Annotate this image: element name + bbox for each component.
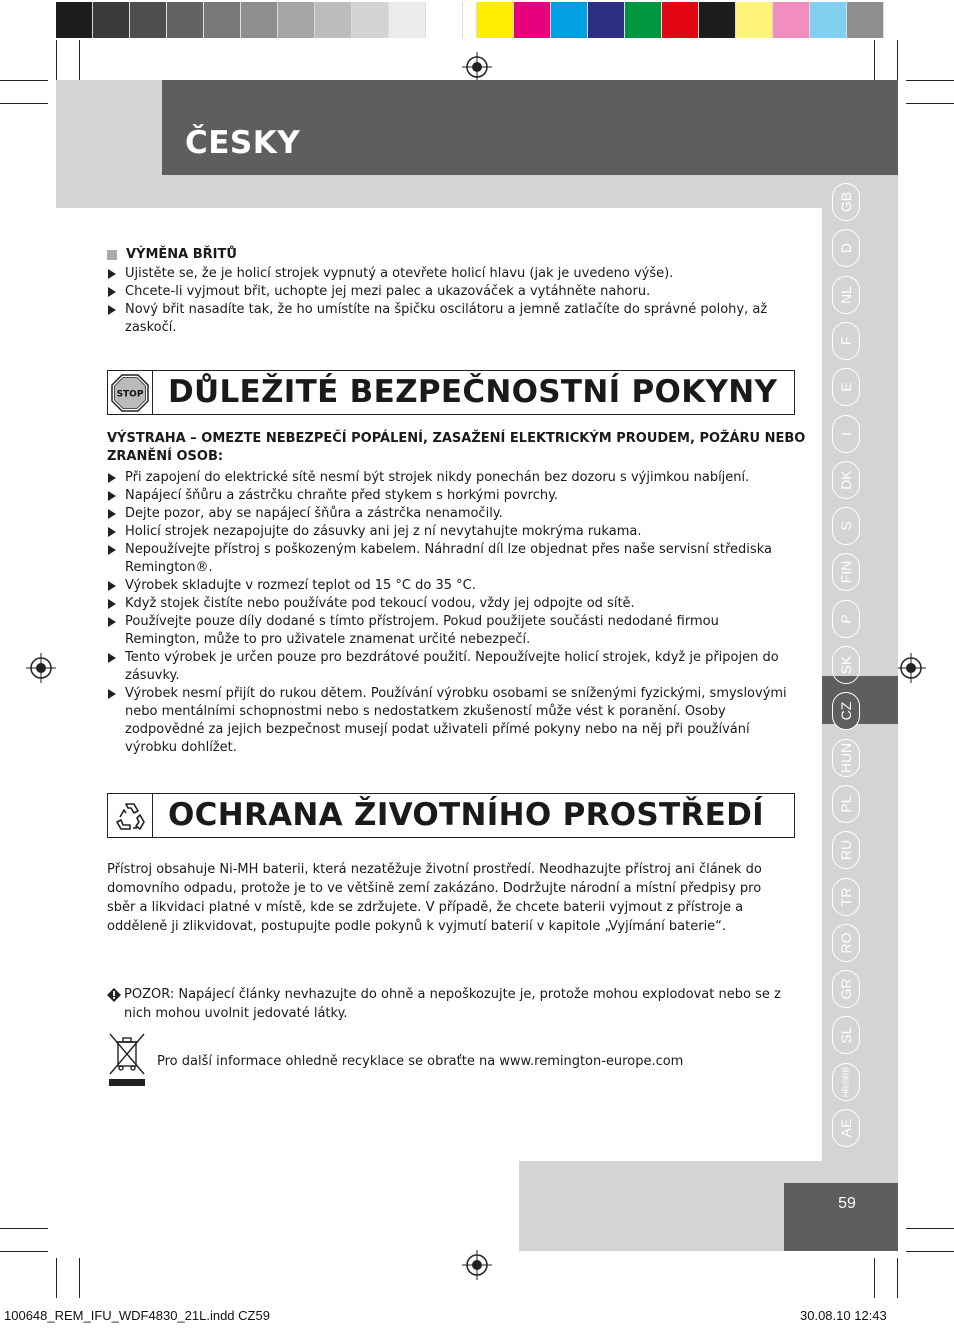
language-tab-s[interactable] — [832, 507, 860, 545]
crop-mark — [0, 1251, 48, 1252]
language-tab-nl[interactable] — [832, 276, 860, 314]
language-tab-label: CZ — [838, 701, 854, 721]
language-tab-i[interactable] — [832, 415, 860, 453]
language-tab-f[interactable] — [832, 322, 860, 360]
safety-list — [107, 469, 797, 757]
stop-icon — [111, 374, 149, 412]
color-swatch — [241, 2, 278, 38]
page-number: 59 — [838, 1195, 856, 1212]
language-tab-hr-srb[interactable] — [832, 1063, 860, 1101]
caution-text: POZOR: Napájecí články nevhazujte do ohně a nepoškozujte je, protože mohou explodovat nebo se z nich mohou uvolnit jedovaté látky. — [124, 987, 781, 1021]
language-tab-label: NL — [838, 285, 854, 304]
language-tab-label: AE — [838, 1118, 854, 1138]
language-tab-gb[interactable] — [832, 183, 860, 221]
list-item: Dejte pozor, aby se napájecí šňůra a zástrčka nenamočily. — [107, 505, 797, 523]
crop-mark — [906, 1251, 954, 1252]
color-swatch — [315, 2, 352, 38]
recycling-info: Pro další informace ohledně recyklace se obraťte na www.remington-europe.com — [157, 1054, 684, 1069]
language-tab-cz[interactable] — [832, 692, 860, 730]
registration-mark-icon — [896, 653, 926, 683]
environment-title: OCHRANA ŽIVOTNÍHO PROSTŘEDÍ — [168, 797, 764, 833]
language-tab-e[interactable] — [832, 368, 860, 406]
environment-section-header — [107, 793, 795, 838]
language-tab-fin[interactable] — [832, 553, 860, 591]
registration-mark-icon — [462, 1250, 492, 1280]
language-tab-ro[interactable] — [832, 924, 860, 962]
print-file-info: 100648_REM_IFU_WDF4830_21L.indd CZ59 — [4, 1308, 270, 1323]
safety-warning: VÝSTRAHA – OMEZTE NEBEZPEČÍ POPÁLENÍ, ZASAŽENÍ ELEKTRICKÝM PROUDEM, POŽÁRU NEBO ZRANĚNÍ OSOB: — [107, 431, 806, 464]
color-swatch — [426, 2, 463, 38]
crop-mark — [0, 1228, 48, 1229]
list-item: Nový břit nasadíte tak, že ho umístíte na špičku oscilátoru a jemně zatlačíte do správné polohy, až zaskočí. — [107, 301, 797, 337]
list-item: Tento výrobek je určen pouze pro bezdrátové použití. Nepoužívejte holicí strojek, když je připojen do zásuvky. — [107, 649, 797, 685]
language-tab-dk[interactable] — [832, 461, 860, 499]
language-tab-tr[interactable] — [832, 878, 860, 916]
color-swatch — [56, 2, 93, 38]
print-date-info: 30.08.10 12:43 — [800, 1308, 887, 1323]
language-tab-label: PL — [838, 795, 854, 813]
page-number-box — [784, 1183, 898, 1251]
square-bullet-icon — [107, 250, 117, 260]
language-tab-ae[interactable] — [832, 1109, 860, 1147]
environment-paragraph: Přístroj obsahuje Ni-MH baterii, která nezatěžuje životní prostředí. Neodhazujte přístroj ani článek do domovního odpadu, protože je to ve většině zemí zakázáno. Dodržujte národní a místní předpisy pro sběr a likvidaci platné v místě, kde se zdržujete. V případě, že chcete baterii vyjmout z přístroje a odděleně ji zlikvidovat, postupujte podle pokynů k vyjmutí baterií v kapitole „Vyjímání baterie“. — [107, 862, 762, 934]
crop-mark — [79, 1258, 80, 1298]
list-item: Při zapojení do elektrické sítě nesmí být strojek nikdy ponechán bez dozoru s výjimkou nabíjení. — [107, 469, 797, 487]
stop-icon-cell — [108, 371, 153, 414]
color-swatch — [773, 2, 810, 38]
color-swatch — [810, 2, 847, 38]
language-tab-gr[interactable] — [832, 970, 860, 1008]
crop-mark — [874, 40, 875, 80]
language-tab-label: D — [838, 243, 854, 254]
color-swatch — [463, 2, 477, 38]
language-tab-sl[interactable] — [832, 1016, 860, 1054]
color-swatch — [625, 2, 662, 38]
language-tab-label: GR — [838, 978, 854, 1000]
list-item: Když stojek čistíte nebo používáte pod tekoucí vodou, vždy jej odpojte od sítě. — [107, 595, 797, 613]
language-tab-label: P — [838, 614, 854, 624]
recycle-icon-cell — [108, 794, 153, 837]
language-tab-label: SL — [838, 1026, 854, 1044]
caution-note — [107, 985, 797, 1023]
language-tab-ru[interactable] — [832, 831, 860, 869]
color-swatch — [278, 2, 315, 38]
crop-mark — [906, 103, 954, 104]
crop-mark — [906, 80, 954, 81]
blade-replacement-heading-text: VÝMĚNA BŘITŮ — [126, 247, 237, 262]
list-item: Holicí strojek nezapojujte do zásuvky ani jej z ní nevytahujte mokrýma rukama. — [107, 523, 797, 541]
crop-mark — [897, 1258, 898, 1298]
language-tab-label: F — [838, 336, 854, 346]
list-item: Výrobek nesmí přijít do rukou dětem. Používání výrobku osobami se sníženými fyzickými, smyslovými nebo mentálními schopnostmi nebo s nedostatkem zkušeností může vést k poranění. Osoby zodpovědné za jejich bezpečnost musejí podat uživateli přímé pokyny nebo na něj při používání výrobku dohlížet. — [107, 685, 797, 757]
title-underband — [56, 175, 898, 208]
language-tab-d[interactable] — [832, 229, 860, 267]
crop-mark — [79, 40, 80, 80]
safety-title: DŮLEŽITÉ BEZPEČNOSTNÍ POKYNY — [168, 374, 778, 410]
warning-icon — [107, 988, 121, 1002]
blade-replacement-list — [107, 265, 797, 337]
color-swatch — [736, 2, 773, 38]
list-item: Nepoužívejte přístroj s poškozeným kabelem. Náhradní díl lze objednat přes naše servisní střediska Remington®. — [107, 541, 797, 577]
list-item: Výrobek skladujte v rozmezí teplot od 15 °C do 35 °C. — [107, 577, 797, 595]
crossed-out-bin-icon — [107, 1030, 147, 1088]
crop-mark — [874, 1258, 875, 1298]
language-tab-label: TR — [838, 887, 854, 906]
color-swatch — [514, 2, 551, 38]
language-tab-label: RO — [838, 932, 854, 954]
color-swatch — [167, 2, 204, 38]
list-item: Chcete-li vyjmout břit, uchopte jej mezi palec a ukazováček a vytáhněte nahoru. — [107, 283, 797, 301]
crop-mark — [56, 1258, 57, 1298]
language-tab-label: S — [838, 521, 854, 531]
color-swatch — [699, 2, 736, 38]
recycle-icon — [112, 798, 148, 834]
color-swatch — [93, 2, 130, 38]
language-tab-label: I — [838, 431, 854, 436]
crop-mark — [0, 80, 48, 81]
color-swatch — [389, 2, 426, 38]
crop-mark — [897, 40, 898, 80]
language-tab-label: DK — [838, 470, 854, 490]
crop-mark — [56, 40, 57, 80]
language-tab-p[interactable] — [832, 600, 860, 638]
crop-mark — [0, 103, 48, 104]
registration-mark-icon — [462, 52, 492, 82]
blade-replacement-heading — [107, 247, 237, 262]
color-calibration-strip — [56, 2, 884, 38]
language-tab-label: FIN — [838, 561, 854, 584]
list-item: Ujistěte se, že je holicí strojek vypnutý a otevřete holicí hlavu (jak je uvedeno výše). — [107, 265, 797, 283]
page-title: ČESKY — [185, 125, 301, 161]
registration-mark-icon — [26, 653, 56, 683]
language-tab-label: HUN — [838, 742, 854, 773]
list-item: Používejte pouze díly dodané s tímto přístrojem. Pokud použijete součásti nedodané firmou Remington, může to pro uživatele znamenat určité nebezpečí. — [107, 613, 797, 649]
color-swatch — [551, 2, 588, 38]
color-swatch — [352, 2, 389, 38]
list-item: Napájecí šňůru a zástrčku chraňte před stykem s horkými povrchy. — [107, 487, 797, 505]
color-swatch — [588, 2, 625, 38]
crop-mark — [906, 1228, 954, 1229]
color-swatch — [130, 2, 167, 38]
language-tab-label: SK — [838, 655, 854, 675]
color-swatch — [847, 2, 884, 38]
language-tab-label: GB — [838, 191, 854, 213]
color-swatch — [477, 2, 514, 38]
language-tab-pl[interactable] — [832, 785, 860, 823]
stop-icon-label: STOP — [116, 389, 144, 399]
color-swatch — [204, 2, 241, 38]
language-tab-label: E — [838, 382, 854, 392]
safety-section-header — [107, 370, 795, 415]
language-tab-sk[interactable] — [832, 646, 860, 684]
language-tab-hun[interactable] — [832, 739, 860, 777]
language-tab-label: RU — [838, 840, 854, 861]
color-swatch — [662, 2, 699, 38]
language-tab-label: HR/SRB — [841, 1066, 851, 1097]
